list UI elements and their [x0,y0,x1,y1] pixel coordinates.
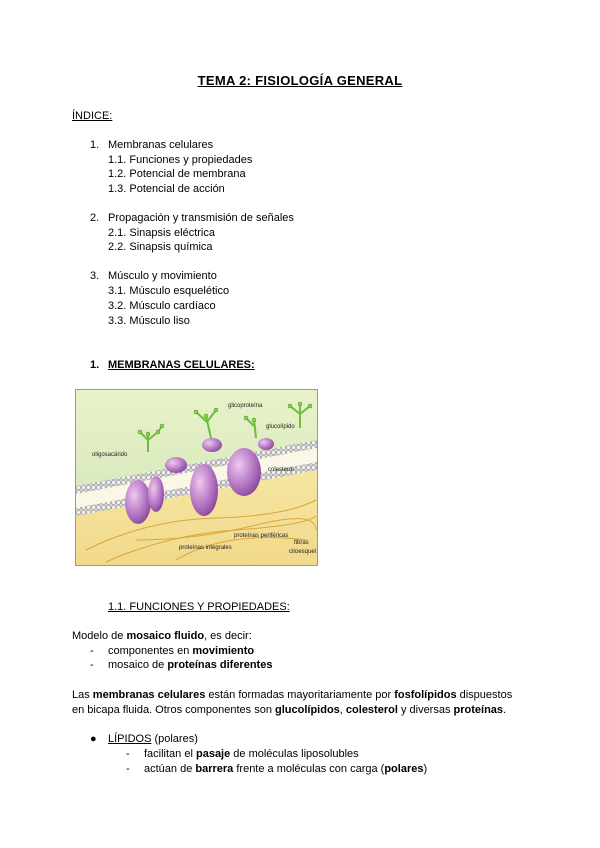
index-item-2: Propagación y transmisión de señales [108,212,294,224]
peripheral-protein [258,438,274,450]
integral-protein [148,476,164,512]
index-item-2-number: 2. [90,212,100,224]
peripheral-protein [165,457,187,473]
section-number: 1. [90,359,100,371]
integral-protein [190,464,218,516]
label-glycolipid: glucolípido [266,424,295,430]
index-subitem: 1.1. Funciones y propiedades [108,154,253,166]
index-subitem: 1.2. Potencial de membrana [108,168,246,180]
index-item-3-number: 3. [90,270,100,282]
index-subitem: 3.1. Músculo esquelético [108,285,230,297]
label-peripheral-proteins: proteínas periféricas [234,533,289,539]
index-subitem: 3.3. Músculo liso [108,315,190,327]
dash-bullet: - [126,748,130,760]
index-item-1: Membranas celulares [108,139,214,151]
lipids-item: facilitan el pasaje de moléculas liposolubles [144,748,359,760]
lipids-item: actúan de barrera frente a moléculas con carga (polares) [144,763,428,775]
label-cytoskeleton: citoesquel [289,549,317,555]
dash-bullet: - [90,659,94,671]
integral-protein [125,480,151,524]
label-fibers: fibras [294,540,309,546]
label-oligosaccharide: oligosacárido [92,452,128,458]
index-subitem: 2.2. Sinapsis química [108,241,213,253]
label-glycoprotein: glicoproteína [228,403,263,409]
dash-bullet: - [90,645,94,657]
index-item-3: Músculo y movimiento [108,270,217,282]
integral-protein [227,448,261,496]
section-heading: MEMBRANAS CELULARES: [108,359,255,371]
model-bullet: componentes en movimiento [108,645,255,657]
membrane-diagram [75,389,318,566]
membrane-illustration [76,390,317,565]
subsection-heading: 1.1. FUNCIONES Y PROPIEDADES: [108,601,290,613]
lipids-heading: LÍPIDOS (polares) [108,733,198,745]
index-heading: ÍNDICE: [72,110,113,122]
index-subitem: 1.3. Potencial de acción [108,183,225,195]
peripheral-protein [202,438,222,452]
label-cholesterol: colesterol [268,467,294,473]
paragraph-line-2: en bicapa fluida. Otros componentes son glucolípidos, colesterol y diversas proteínas. [72,704,507,716]
index-item-1-number: 1. [90,139,100,151]
model-bullet: mosaico de proteínas diferentes [108,659,273,671]
page-title: TEMA 2: FISIOLOGÍA GENERAL [197,73,403,88]
label-integral-proteins: proteínas integrales [179,545,232,551]
bullet-dot: ● [90,733,97,745]
index-subitem: 3.2. Músculo cardíaco [108,300,216,312]
paragraph-line-1: Las membranas celulares están formadas mayoritariamente por fosfolípidos dispuestos [72,689,513,701]
index-subitem: 2.1. Sinapsis eléctrica [108,227,215,239]
dash-bullet: - [126,763,130,775]
model-line: Modelo de mosaico fluido, es decir: [72,630,252,642]
